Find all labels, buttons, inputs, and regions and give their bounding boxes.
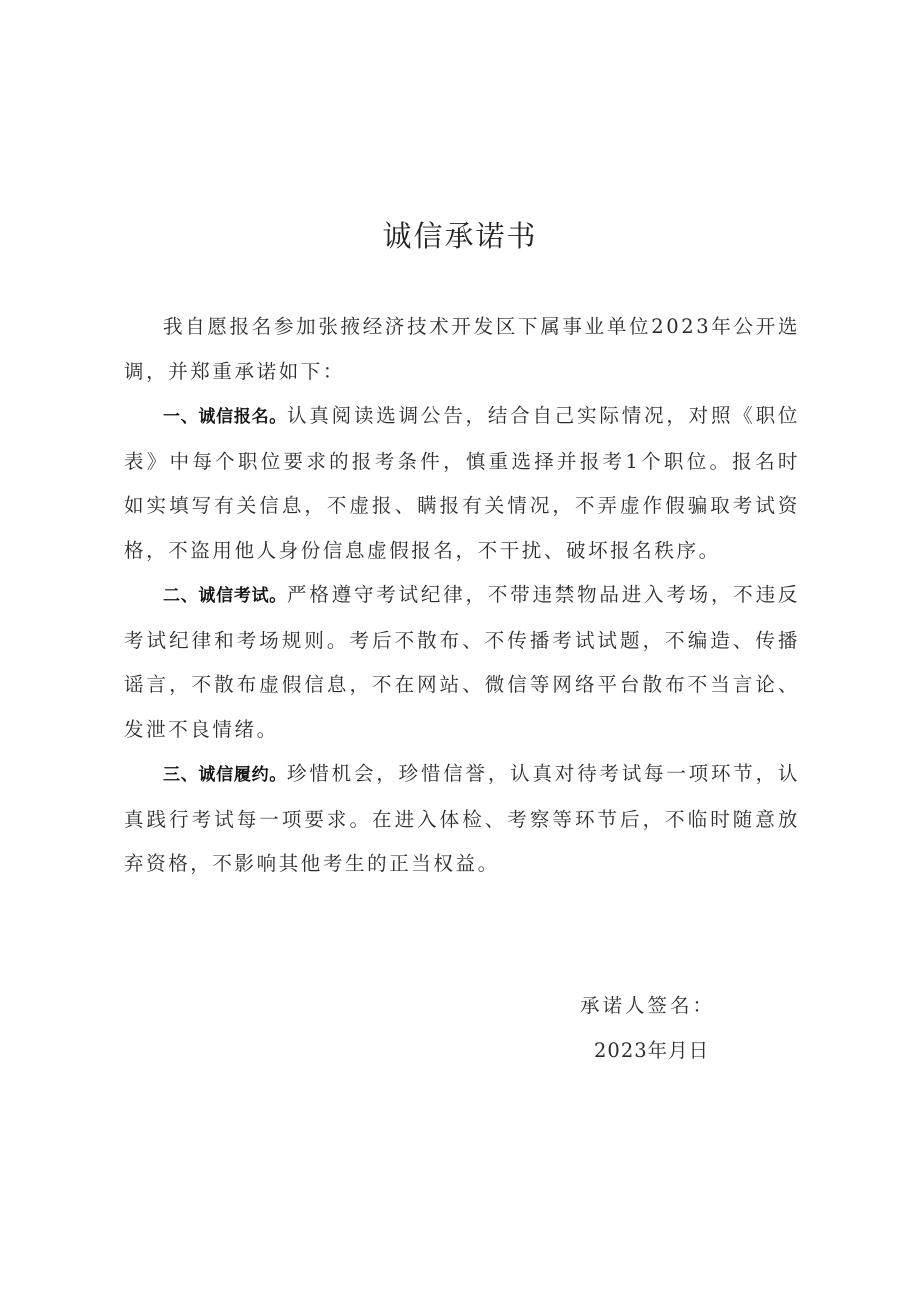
intro-paragraph: 我自愿报名参加张掖经济技术开发区下属事业单位2023年公开选调，并郑重承诺如下： [124,315,800,383]
document-body [124,305,800,887]
section-heading: 一、诚信报名。 [163,407,287,427]
section-honest-registration [124,394,800,573]
section-honest-exam [124,573,800,752]
section-heading: 三、诚信履约。 [163,765,287,785]
section-text: 认真阅读选调公告，结合自己实际情况，对照《职位表》中每个职位要求的报考条件，慎重选择并报考1个职位。报名时如实填写有关信息，不虚报、瞒报有关情况，不弄虚作假骗取考试资格，不盗用他人身份信息虚假报名，不干扰、破坏报名秩序。 [124,404,800,562]
section-heading: 二、诚信考试。 [163,586,287,606]
date-line: 2023年月日 [594,1039,710,1062]
document-title: 诚信承诺书 [382,219,538,253]
section-text: 严格遵守考试纪律，不带违禁物品进入考场，不违反考试纪律和考场规则。考后不散布、不传播考试试题，不编造、传播谣言，不散布虚假信息，不在网站、微信等网络平台散布不当言论、发泄不良情绪。 [124,583,800,741]
section-text: 珍惜机会，珍惜信誉，认真对待考试每一项环节，认真践行考试每一项要求。在进入体检、考察等环节后，不临时随意放弃资格，不影响其他考生的正当权益。 [124,762,800,875]
signature-label: 承诺人签名： [580,994,716,1017]
section-honest-performance [124,752,800,887]
